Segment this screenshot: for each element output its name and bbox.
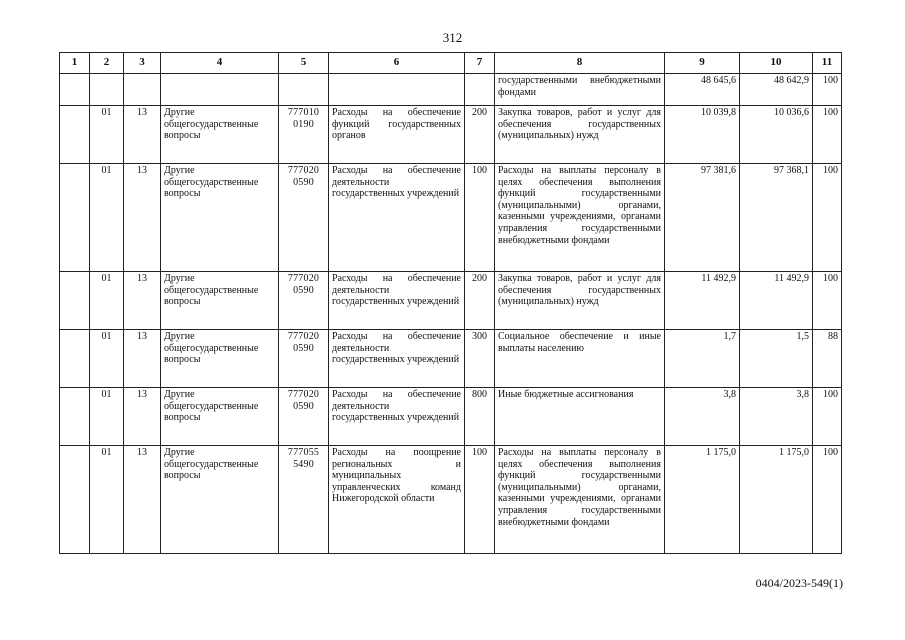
budget-table <box>59 52 842 554</box>
cell-row-number <box>60 106 90 164</box>
cell-target-code: 777010 0190 <box>279 106 329 164</box>
cell-subsection: 13 <box>124 164 161 272</box>
table-row <box>60 446 842 554</box>
cell-expense-name: государственными внебюджетными фондами <box>495 74 665 106</box>
cell-subsection-name <box>161 74 279 106</box>
cell-subsection-name: Другие общегосударственные вопросы <box>161 164 279 272</box>
cell-planned: 48 645,6 <box>665 74 740 106</box>
table-row <box>60 330 842 388</box>
cell-expense-code: 100 <box>465 446 495 554</box>
cell-subsection: 13 <box>124 388 161 446</box>
column-header: 5 <box>279 53 329 74</box>
page-number: 312 <box>442 30 463 45</box>
column-header: 7 <box>465 53 495 74</box>
cell-planned: 97 381,6 <box>665 164 740 272</box>
cell-row-number <box>60 388 90 446</box>
column-header: 9 <box>665 53 740 74</box>
cell-target-name: Расходы на поощрение региональных и муниципальных управленческих команд Нижегородской области <box>329 446 465 554</box>
cell-subsection: 13 <box>124 446 161 554</box>
cell-planned: 11 492,9 <box>665 272 740 330</box>
cell-expense-code: 300 <box>465 330 495 388</box>
cell-target-name <box>329 74 465 106</box>
cell-executed: 10 036,6 <box>740 106 813 164</box>
cell-subsection-name: Другие общегосударственные вопросы <box>161 106 279 164</box>
cell-executed: 97 368,1 <box>740 164 813 272</box>
table-row <box>60 74 842 106</box>
cell-planned: 3,8 <box>665 388 740 446</box>
cell-section: 01 <box>90 388 124 446</box>
cell-subsection: 13 <box>124 330 161 388</box>
cell-subsection-name: Другие общегосударственные вопросы <box>161 330 279 388</box>
column-header: 8 <box>495 53 665 74</box>
cell-target-name: Расходы на обеспечение деятельности государственных учреждений <box>329 388 465 446</box>
cell-expense-name: Иные бюджетные ассигнования <box>495 388 665 446</box>
cell-percent: 100 <box>813 164 842 272</box>
table-header-row <box>60 53 842 74</box>
cell-target-code <box>279 74 329 106</box>
cell-subsection: 13 <box>124 272 161 330</box>
cell-target-name: Расходы на обеспечение деятельности государственных учреждений <box>329 272 465 330</box>
cell-subsection-name: Другие общегосударственные вопросы <box>161 388 279 446</box>
column-header: 3 <box>124 53 161 74</box>
cell-target-code: 777020 0590 <box>279 272 329 330</box>
cell-target-code: 777020 0590 <box>279 330 329 388</box>
column-header: 6 <box>329 53 465 74</box>
cell-subsection <box>124 74 161 106</box>
column-header: 1 <box>60 53 90 74</box>
column-header: 11 <box>813 53 842 74</box>
cell-target-code: 777020 0590 <box>279 164 329 272</box>
cell-expense-code: 200 <box>465 272 495 330</box>
cell-section <box>90 74 124 106</box>
table-row <box>60 106 842 164</box>
cell-expense-code <box>465 74 495 106</box>
cell-planned: 10 039,8 <box>665 106 740 164</box>
cell-percent: 100 <box>813 446 842 554</box>
cell-subsection-name: Другие общегосударственные вопросы <box>161 272 279 330</box>
cell-executed: 3,8 <box>740 388 813 446</box>
cell-percent: 100 <box>813 272 842 330</box>
cell-target-name: Расходы на обеспечение функций государственных органов <box>329 106 465 164</box>
cell-percent: 100 <box>813 106 842 164</box>
cell-expense-name: Социальное обеспечение и иные выплаты населению <box>495 330 665 388</box>
cell-target-name: Расходы на обеспечение деятельности государственных учреждений <box>329 164 465 272</box>
cell-section: 01 <box>90 164 124 272</box>
cell-section: 01 <box>90 106 124 164</box>
cell-target-name: Расходы на обеспечение деятельности государственных учреждений <box>329 330 465 388</box>
cell-row-number <box>60 446 90 554</box>
cell-subsection: 13 <box>124 106 161 164</box>
cell-target-code: 777020 0590 <box>279 388 329 446</box>
cell-row-number <box>60 272 90 330</box>
cell-percent: 88 <box>813 330 842 388</box>
document-code: 0404/2023-549(1) <box>755 576 843 590</box>
cell-executed: 48 642,9 <box>740 74 813 106</box>
table-row <box>60 164 842 272</box>
cell-percent: 100 <box>813 388 842 446</box>
cell-executed: 1 175,0 <box>740 446 813 554</box>
cell-expense-name: Расходы на выплаты персоналу в целях обеспечения выполнения функций государственными (муниципальными) органами, казенными учреждениями, органами управления государственными внебюджетными фондами <box>495 164 665 272</box>
cell-section: 01 <box>90 330 124 388</box>
column-header: 4 <box>161 53 279 74</box>
cell-row-number <box>60 164 90 272</box>
cell-planned: 1 175,0 <box>665 446 740 554</box>
table-row <box>60 272 842 330</box>
cell-row-number <box>60 330 90 388</box>
cell-expense-name: Закупка товаров, работ и услуг для обеспечения государственных (муниципальных) нужд <box>495 272 665 330</box>
cell-section: 01 <box>90 446 124 554</box>
column-header: 2 <box>90 53 124 74</box>
cell-percent: 100 <box>813 74 842 106</box>
cell-expense-name: Закупка товаров, работ и услуг для обеспечения государственных (муниципальных) нужд <box>495 106 665 164</box>
cell-row-number <box>60 74 90 106</box>
cell-target-code: 777055 5490 <box>279 446 329 554</box>
cell-planned: 1,7 <box>665 330 740 388</box>
cell-executed: 1,5 <box>740 330 813 388</box>
table-row <box>60 388 842 446</box>
cell-expense-code: 800 <box>465 388 495 446</box>
cell-expense-code: 200 <box>465 106 495 164</box>
cell-expense-name: Расходы на выплаты персоналу в целях обеспечения выполнения функций государственными (муниципальными) органами, казенными учреждениями, органами управления государственными внебюджетными фондами <box>495 446 665 554</box>
cell-executed: 11 492,9 <box>740 272 813 330</box>
cell-subsection-name: Другие общегосударственные вопросы <box>161 446 279 554</box>
cell-expense-code: 100 <box>465 164 495 272</box>
column-header: 10 <box>740 53 813 74</box>
cell-section: 01 <box>90 272 124 330</box>
